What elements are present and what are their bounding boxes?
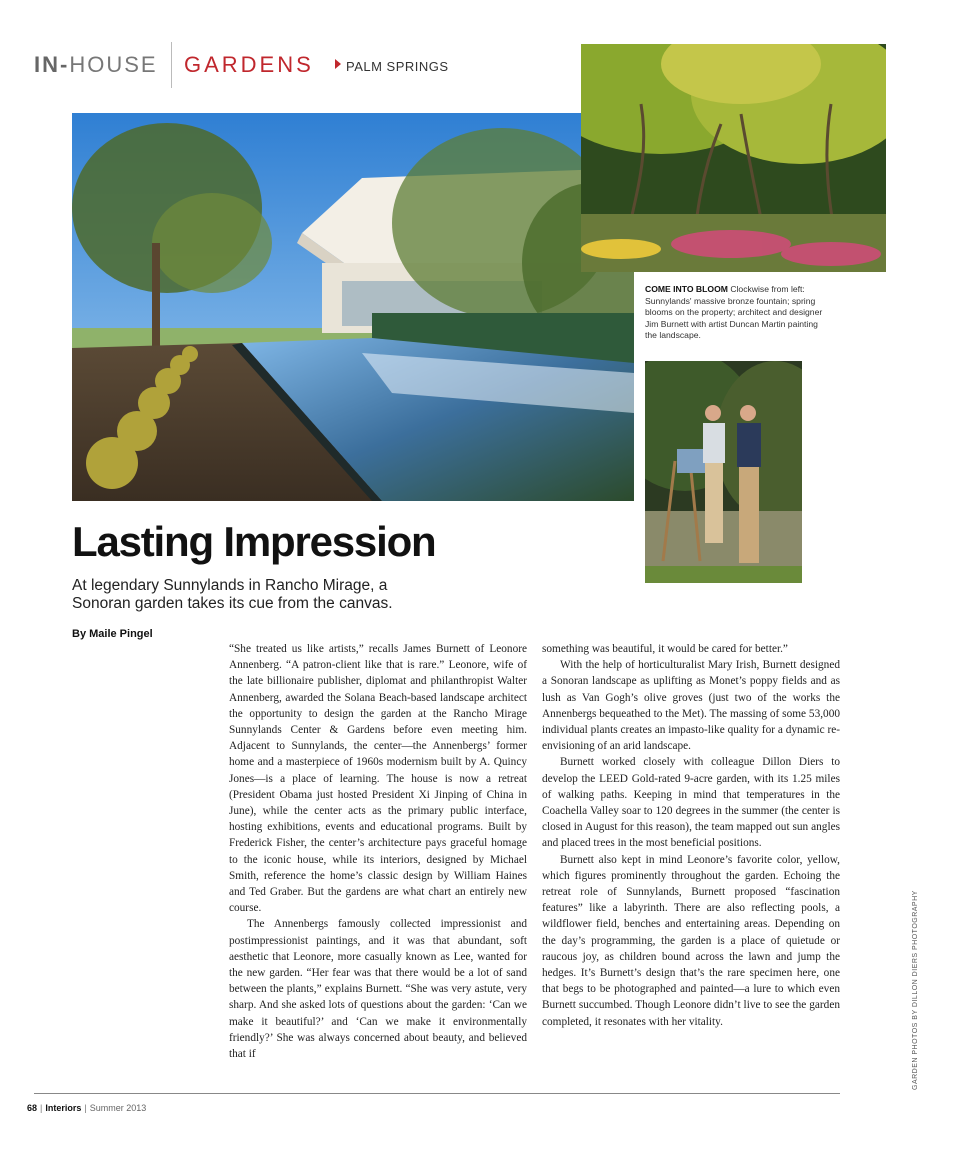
sunnylands-reflecting-pool-photo: [72, 113, 634, 501]
issue-label: Summer 2013: [89, 1103, 147, 1113]
page-number: 68: [27, 1103, 38, 1113]
body-column-2: [542, 641, 840, 1030]
paragraph: something was beautiful, it would be cared for better.”: [542, 643, 788, 655]
location-label: PALM SPRINGS: [346, 59, 449, 74]
paragraph: With the help of horticulturalist Mary Irish, Burnett designed a Sonoran landscape as uplifting as Monet’s poppy fields and as lush as Van Gogh’s olive groves (just two of the works the Annenbergs bequeathed to the Met). The massing of some 53,000 individual plants creates an impasto-like quality for a dynamic re-envisioning of an arid landscape.: [542, 659, 840, 753]
footer-separator: |: [84, 1103, 87, 1113]
section-divider: [171, 42, 172, 88]
spring-blooms-photo: [581, 44, 886, 272]
magazine-name: Interiors: [45, 1103, 82, 1113]
paragraph: Burnett also kept in mind Leonore’s favorite color, yellow, which figures prominently throughout the garden. Echoing the retreat role of Sunnylands, Burnett proposed “fascination features” like a labyrinth. There are also reflecting pools, a wildflower field, benches and entertaining areas. Depending on the day’s programming, the garden is a place of quietude or raucous joy, as children bound across the lawn and jump the hedges. It’s Burnett’s design that’s the rare specimen here, one that begs to be photographed and painted—a lure to which even Burnett succumbed. Though Leonore didn’t live to see the garden completed, it resonates with her vitality.: [542, 853, 840, 1028]
footer-separator: |: [40, 1103, 43, 1113]
page-footer: [27, 1103, 146, 1113]
body-column-1: [229, 641, 527, 1062]
caption-title: COME INTO BLOOM: [645, 284, 728, 294]
article-byline: By Maile Pingel: [72, 628, 153, 640]
article-deck: At legendary Sunnylands in Rancho Mirage, a Sonoran garden takes its cue from the canvas.: [72, 577, 393, 612]
caption-text: Clockwise from left: Sunnylands' massive bronze fountain; spring blooms on the property; architect and designer Jim Burnett with artist Duncan Martin painting the landscape.: [645, 284, 823, 340]
paragraph: “She treated us like artists,” recalls James Burnett of Leonore Annenberg. “A patron-client like that is rare.” Leonore, wife of the late billionaire publisher, diplomat and philanthropist Walter Annenberg, awarded the Solana Beach-based landscape architect the opportunity to design the garden at the Rancho Mirage Sunnylands Center & Gardens before even meeting him. Adjacent to Sunnylands, the center—the Annenbergs’ former home and a masterpiece of 1960s modernism built by A. Quincy Jones—is a place of learning. The house is now a retreat (President Obama just hosted President Xi Jinping of China in June), while the center acts as the primary public interface, hosting exhibitions, events and educational programs. Built by Frederick Fisher, the center’s architecture pays graceful homage to the iconic house, while its interiors, designed by Michael Smith, reference the home’s classic design by William Haines and Ted Graber. But the gardens are what chart an entirely new course.: [229, 643, 527, 915]
article-title: Lasting Impression: [72, 518, 436, 565]
section-label-gardens: GARDENS: [184, 52, 314, 77]
arrow-right-icon: [335, 59, 341, 69]
paragraph: The Annenbergs famously collected impressionist and postimpressionist paintings, and it was that abundant, soft aesthetic that Leonore, more casually known as Lee, wanted for the new garden. “Her fear was that there would be a lot of sand between the plants,” explains Burnett. “She was very astute, very sharp. And she asked lots of questions about the garden: ‘Can we make it beautiful?’ and ‘Can we make it environmentally friendly?’ She was always concerned about beauty, and believed that if: [229, 918, 527, 1061]
photo-caption: [645, 284, 825, 342]
photo-credit: GARDEN PHOTOS BY DILLON DIERS PHOTOGRAPHY: [912, 890, 919, 1090]
footer-rule: [34, 1093, 840, 1094]
paragraph: Burnett worked closely with colleague Dillon Diers to develop the LEED Gold-rated 9-acre garden, with its 1.25 miles of walking paths. Keeping in mind that temperatures in the Coachella Valley soar to 120 degrees in the summer (the center is closed in August for this reason), the team mapped out sun angles and placed trees in the most beneficial positions.: [542, 756, 840, 850]
painters-at-easel-photo: [645, 361, 802, 583]
section-label-in-house: IN-HOUSE: [34, 52, 158, 77]
